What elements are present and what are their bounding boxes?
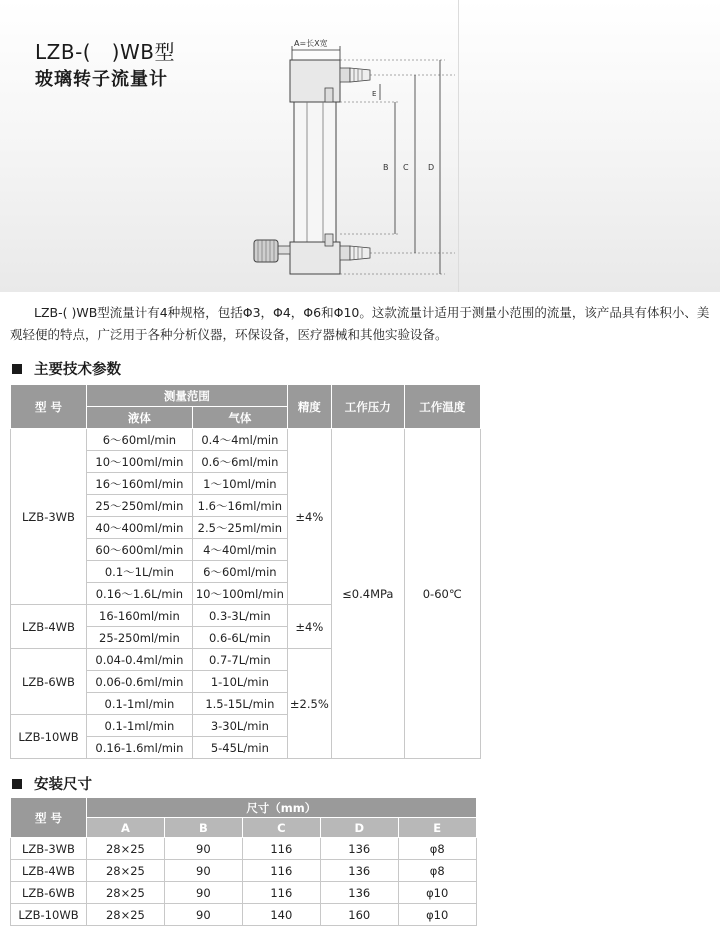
spec-liquid-cell: 10～100ml/min [86,451,192,473]
spec-heading-text: 主要技术参数 [34,362,121,378]
spec-gas-cell: 1-10L/min [192,671,287,693]
section-marker-icon [12,779,22,789]
dims-blank-cell [476,838,712,860]
spec-blank [480,385,712,429]
spec-col-gas: 气体 [192,407,287,429]
product-description: LZB-( )WB型流量计有4种规格，包括Φ3，Φ4，Φ6和Φ10。这款流量计适用于测量小范围的流量，该产品具有体积小、美观轻便的特点，广泛用于各种分析仪器，环保设备，医疗器械和其他实验设备。 [10,305,710,342]
dim-e-label: E [372,90,377,98]
dims-row [11,860,713,882]
dims-value-cell: φ8 [398,838,476,860]
spec-gas-cell: 0.3-3L/min [192,605,287,627]
spec-liquid-cell: 0.1-1ml/min [86,715,192,737]
dims-col-e: E [398,818,476,838]
dims-model-cell: LZB-4WB [11,860,87,882]
dims-col-c: C [242,818,320,838]
spec-liquid-cell: 16～160ml/min [86,473,192,495]
dims-model-cell: LZB-3WB [11,838,87,860]
spec-model-cell: LZB-4WB [11,605,87,649]
spec-gas-cell: 6～60ml/min [192,561,287,583]
dims-row [11,882,713,904]
spec-temp-cell: 0-60℃ [404,429,480,759]
dims-value-cell: 116 [242,882,320,904]
spec-liquid-cell: 6～60ml/min [86,429,192,451]
dims-value-cell: 90 [164,860,242,882]
spec-model-cell: LZB-6WB [11,649,87,715]
spec-model-cell: LZB-10WB [11,715,87,759]
spec-col-liquid: 液体 [86,407,192,429]
spec-liquid-cell: 16-160ml/min [86,605,192,627]
section-marker-icon [12,364,22,374]
spec-gas-cell: 0.6～6ml/min [192,451,287,473]
dims-col-b: B [164,818,242,838]
spec-accuracy-cell: ±4% [287,429,331,605]
spec-liquid-cell: 40～400ml/min [86,517,192,539]
dims-value-cell: 28×25 [86,860,164,882]
dims-blank [476,798,712,838]
spec-accuracy-cell: ±2.5% [287,649,331,759]
flowmeter-dimension-diagram [230,28,460,278]
dims-value-cell: 90 [164,838,242,860]
dim-c-label: C [403,163,409,172]
spec-liquid-cell: 0.06-0.6ml/min [86,671,192,693]
dim-d-label: D [428,163,435,172]
dims-value-cell: 136 [320,838,398,860]
spec-gas-cell: 1.6～16ml/min [192,495,287,517]
spec-blank-cell [480,429,712,759]
spec-gas-cell: 10～100ml/min [192,583,287,605]
spec-liquid-cell: 25～250ml/min [86,495,192,517]
dims-heading-text: 安装尺寸 [34,777,92,793]
dims-value-cell: φ10 [398,882,476,904]
spec-gas-cell: 4～40ml/min [192,539,287,561]
dims-value-cell: 116 [242,860,320,882]
spec-pressure-cell: ≤0.4MPa [331,429,404,759]
dims-blank-cell [476,904,712,926]
dims-row [11,904,713,926]
spec-liquid-cell: 0.1-1ml/min [86,693,192,715]
dims-blank-cell [476,882,712,904]
spec-gas-cell: 0.7-7L/min [192,649,287,671]
product-name-title: 玻璃转子流量计 [35,69,168,90]
dims-row [11,838,713,860]
spec-liquid-cell: 0.1～1L/min [86,561,192,583]
spec-col-temp: 工作温度 [404,385,480,429]
dims-value-cell: 90 [164,882,242,904]
dim-a-label: A=长X宽 [294,39,328,48]
spec-liquid-cell: 0.16-1.6ml/min [86,737,192,759]
spec-gas-cell: 0.6-6L/min [192,627,287,649]
dims-value-cell: 90 [164,904,242,926]
dims-value-cell: 28×25 [86,904,164,926]
dims-blank-cell [476,860,712,882]
spec-section-heading [12,358,121,379]
spec-col-range: 测量范围 [86,385,287,407]
dims-col-a: A [86,818,164,838]
dims-model-cell: LZB-6WB [11,882,87,904]
dims-value-cell: 160 [320,904,398,926]
dims-col-d: D [320,818,398,838]
spec-gas-cell: 1.5-15L/min [192,693,287,715]
spec-gas-cell: 0.4～4ml/min [192,429,287,451]
spec-row [11,429,713,451]
dims-col-size: 尺寸（mm） [86,798,476,818]
spec-col-accuracy: 精度 [287,385,331,429]
spec-model-cell: LZB-3WB [11,429,87,605]
dims-section-heading [12,773,92,794]
spec-col-model: 型 号 [11,385,87,429]
spec-gas-cell: 5-45L/min [192,737,287,759]
dims-col-model: 型 号 [11,798,87,838]
spec-accuracy-cell: ±4% [287,605,331,649]
dims-value-cell: 116 [242,838,320,860]
dims-value-cell: 140 [242,904,320,926]
spec-col-pressure: 工作压力 [331,385,404,429]
spec-gas-cell: 3-30L/min [192,715,287,737]
spec-liquid-cell: 0.16～1.6L/min [86,583,192,605]
dims-value-cell: 136 [320,860,398,882]
dims-value-cell: φ8 [398,860,476,882]
dims-value-cell: 136 [320,882,398,904]
spec-liquid-cell: 0.04-0.4ml/min [86,649,192,671]
dims-table [10,797,712,926]
spec-gas-cell: 2.5～25ml/min [192,517,287,539]
dims-model-cell: LZB-10WB [11,904,87,926]
dims-value-cell: φ10 [398,904,476,926]
dims-value-cell: 28×25 [86,838,164,860]
product-model-title: LZB-( )WB型 [35,40,175,64]
spec-gas-cell: 1～10ml/min [192,473,287,495]
dims-value-cell: 28×25 [86,882,164,904]
spec-liquid-cell: 25-250ml/min [86,627,192,649]
dim-b-label: B [383,163,389,172]
spec-table [10,384,712,759]
spec-liquid-cell: 60～600ml/min [86,539,192,561]
